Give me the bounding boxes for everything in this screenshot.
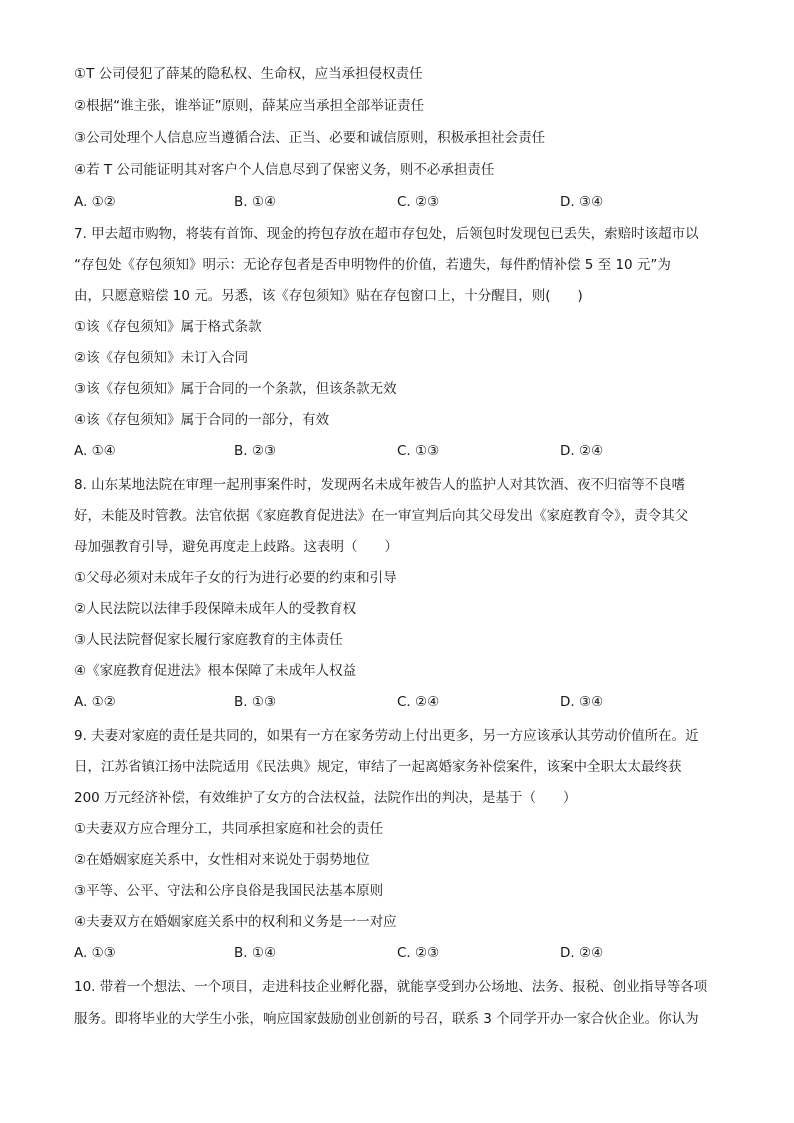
q9-statement-2: ②在婚姻家庭关系中，女性相对来说处于弱势地位 bbox=[74, 852, 370, 868]
q6-option-b: B. ①④ bbox=[234, 194, 277, 210]
q8-statement-2: ②人民法院以法律手段保障未成年人的受教育权 bbox=[74, 601, 357, 617]
q9-stem-line-1: 9. 夫妻对家庭的责任是共同的，如果有一方在家务劳动上付出更多，另一方应该承认其劳动价值所在。近 bbox=[74, 728, 699, 744]
q7-option-a: A. ①④ bbox=[74, 443, 116, 459]
q8-stem-line-3: 母加强教育引导，避免再度走上歧路。这表明（ ） bbox=[74, 539, 398, 555]
q8-option-a: A. ①② bbox=[74, 694, 116, 710]
q6-statement-1: ①T 公司侵犯了薛某的隐私权、生命权，应当承担侵权责任 bbox=[74, 66, 423, 82]
q7-statement-3: ③该《存包须知》属于合同的一个条款，但该条款无效 bbox=[74, 381, 397, 397]
q8-statement-3: ③人民法院督促家长履行家庭教育的主体责任 bbox=[74, 632, 343, 648]
q7-options bbox=[74, 442, 724, 460]
q8-statement-1: ①父母必须对未成年子女的行为进行必要的约束和引导 bbox=[74, 570, 397, 586]
q7-statement-1: ①该《存包须知》属于格式条款 bbox=[74, 319, 262, 335]
q8-stem-line-2: 好，未能及时管教。法官依据《家庭教育促进法》在一审宣判后向其父母发出《家庭教育令》，责令其父 bbox=[74, 508, 689, 524]
q6-option-d: D. ③④ bbox=[560, 194, 604, 210]
q7-option-b: B. ②③ bbox=[234, 443, 277, 459]
q6-statement-2: ②根据“谁主张，谁举证”原则，薛某应当承担全部举证责任 bbox=[74, 98, 425, 114]
q8-option-b: B. ①③ bbox=[234, 694, 277, 710]
q6-statement-4: ④若 T 公司能证明其对客户个人信息尽到了保密义务，则不必承担责任 bbox=[74, 162, 495, 178]
q9-stem-line-3: 200 万元经济补偿，有效维护了女方的合法权益，法院作出的判决，是基于（ ） bbox=[74, 790, 577, 806]
q7-statement-2: ②该《存包须知》未订入合同 bbox=[74, 350, 249, 366]
q9-option-c: C. ②③ bbox=[397, 945, 440, 961]
q9-option-a: A. ①③ bbox=[74, 945, 116, 961]
q8-option-d: D. ③④ bbox=[560, 694, 604, 710]
q7-stem-line-1: 7. 甲去超市购物，将装有首饰、现金的挎包存放在超市存包处，后领包时发现包已丢失，索赔时该超市以 bbox=[74, 226, 699, 242]
q7-statement-4: ④该《存包须知》属于合同的一部分，有效 bbox=[74, 412, 330, 428]
q8-stem-line-1: 8. 山东某地法院在审理一起刑事案件时，发现两名未成年被告人的监护人对其饮酒、夜不归宿等不良嗜 bbox=[74, 477, 686, 493]
q10-stem-line-2: 服务。即将毕业的大学生小张，响应国家鼓励创业创新的号召，联系 3 个同学开办一家合伙企业。你认为 bbox=[74, 1011, 699, 1027]
q9-option-b: B. ①④ bbox=[234, 945, 277, 961]
q6-option-c: C. ②③ bbox=[397, 194, 440, 210]
q9-stem-line-2: 日，江苏省镇江扬中法院适用《民法典》规定，审结了一起离婚家务补偿案件，该案中全职太太最终获 bbox=[74, 759, 682, 775]
q6-option-a: A. ①② bbox=[74, 194, 116, 210]
q7-option-d: D. ②④ bbox=[560, 443, 604, 459]
q9-options bbox=[74, 944, 724, 962]
q7-stem-line-2: “存包处《存包须知》明示：无论存包者是否申明物件的价值，若遗失，每件酌情补偿 5 至 10 元”为 bbox=[74, 257, 671, 273]
q9-statement-3: ③平等、公平、守法和公序良俗是我国民法基本原则 bbox=[74, 883, 384, 899]
q8-option-c: C. ②④ bbox=[397, 694, 440, 710]
q6-options bbox=[74, 193, 724, 211]
q10-stem-line-1: 10. 带着一个想法、一个项目，走进科技企业孵化器，就能享受到办公场地、法务、报税、创业指导等各项 bbox=[74, 979, 708, 995]
q9-option-d: D. ②④ bbox=[560, 945, 604, 961]
q9-statement-4: ④夫妻双方在婚姻家庭关系中的权利和义务是一一对应 bbox=[74, 914, 397, 930]
q8-statement-4: ④《家庭教育促进法》根本保障了未成年人权益 bbox=[74, 663, 357, 679]
q7-option-c: C. ①③ bbox=[397, 443, 440, 459]
q8-options bbox=[74, 693, 724, 711]
q6-statement-3: ③公司处理个人信息应当遵循合法、正当、必要和诚信原则，积极承担社会责任 bbox=[74, 130, 546, 146]
q7-stem-line-3: 由，只愿意赔偿 10 元。另悉，该《存包须知》贴在存包窗口上，十分醒目，则( ) bbox=[74, 288, 583, 304]
q9-statement-1: ①夫妻双方应合理分工，共同承担家庭和社会的责任 bbox=[74, 821, 384, 837]
